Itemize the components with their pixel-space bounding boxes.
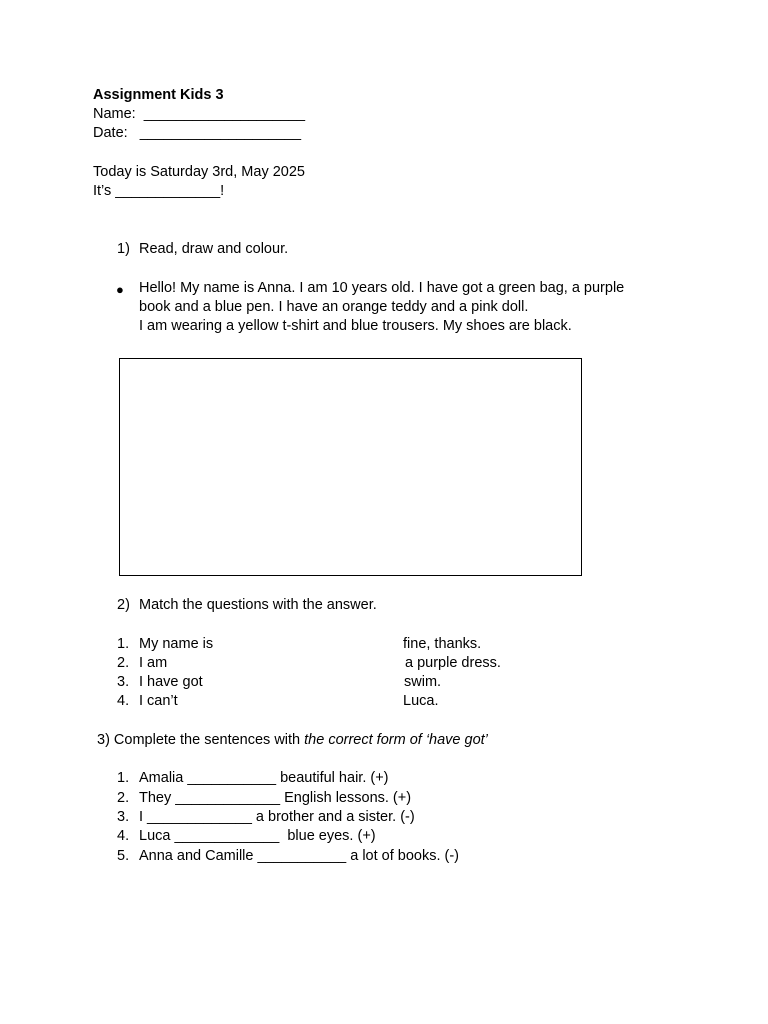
section1-number: 1) [117, 241, 130, 257]
section3-heading-plain: 3) Complete the sentences with [97, 732, 305, 748]
section1-heading: Read, draw and colour. [139, 241, 289, 257]
paragraph-line-1: Hello! My name is Anna. I am 10 years old. I have got a green bag, a purple [139, 280, 625, 296]
paragraph-line-2: book and a blue pen. I have an orange teddy and a pink doll. [139, 299, 529, 315]
match-question: I can’t [139, 693, 178, 709]
drawing-box[interactable] [119, 358, 582, 576]
complete-item-number: 4. [117, 828, 130, 844]
complete-sentence: I _____________ a brother and a sister. (-) [139, 809, 415, 825]
complete-sentence: Amalia ___________ beautiful hair. (+) [139, 770, 389, 786]
complete-item-number: 2. [117, 790, 130, 806]
match-question: My name is [139, 636, 214, 652]
section3-heading [97, 731, 488, 750]
complete-item-number: 3. [117, 809, 130, 825]
match-answer: Luca. [403, 693, 439, 709]
complete-sentence: Anna and Camille ___________ a lot of books. (-) [139, 848, 460, 864]
match-answer: a purple dress. [405, 655, 501, 671]
match-item-number: 2. [117, 655, 130, 671]
complete-item-number: 5. [117, 848, 130, 864]
today-date-line: Today is Saturday 3rd, May 2025 [93, 164, 305, 180]
date-field-line: Date: ____________________ [93, 125, 302, 141]
section3-heading-italic: the correct form of ‘have got’ [304, 732, 488, 748]
name-field-line: Name: ____________________ [93, 106, 306, 122]
section2-heading: Match the questions with the answer. [139, 597, 377, 613]
complete-sentence: They _____________ English lessons. (+) [139, 790, 412, 806]
bullet-icon: ● [116, 282, 124, 297]
match-question: I am [139, 655, 168, 671]
weather-blank-line: It’s _____________! [93, 183, 225, 199]
complete-sentence: Luca _____________ blue eyes. (+) [139, 828, 376, 844]
match-answer: swim. [404, 674, 442, 690]
complete-item-number: 1. [117, 770, 130, 786]
match-item-number: 4. [117, 693, 130, 709]
section2-number: 2) [117, 597, 130, 613]
assignment-title: Assignment Kids 3 [93, 87, 224, 103]
match-question: I have got [139, 674, 203, 690]
match-item-number: 3. [117, 674, 130, 690]
match-item-number: 1. [117, 636, 130, 652]
paragraph-line-3: I am wearing a yellow t-shirt and blue trousers. My shoes are black. [139, 318, 572, 334]
match-answer: fine, thanks. [403, 636, 482, 652]
